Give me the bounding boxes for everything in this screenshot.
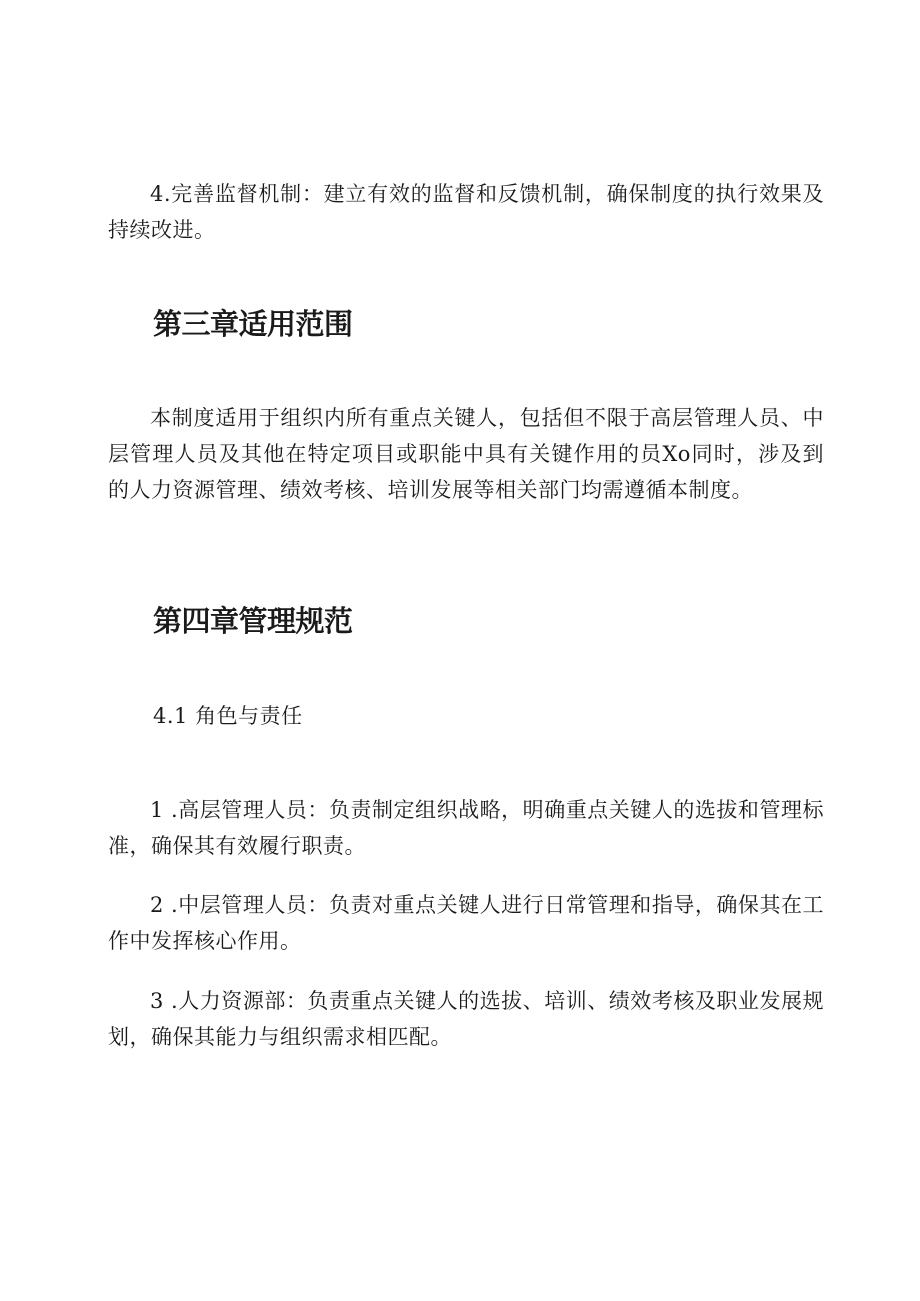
chapter-3-title: 第三章适用范围 (153, 307, 353, 341)
chapter-4-title: 第四章管理规范 (153, 604, 353, 638)
chapter-3-body: 本制度适用于组织内所有重点关键人，包括但不限于高层管理人员、中层管理人员及其他在特定项目或职能中具有关键作用的员Xo同时，涉及到的人力资源管理、绩效考核、培训发展等相关部门均需遵循本制度。 (108, 406, 824, 502)
list-item: 3 .人力资源部：负责重点关键人的选拔、培训、绩效考核及职业发展规划，确保其能力与组织需求相匹配。 (108, 989, 824, 1049)
list-item: 2 .中层管理人员：负责对重点关键人进行日常管理和指导，确保其在工作中发挥核心作用。 (108, 893, 824, 953)
section-4-1-title: 4.1 角色与责任 (153, 704, 303, 728)
item-4-paragraph: 4.完善监督机制：建立有效的监督和反馈机制，确保制度的执行效果及持续改进。 (108, 182, 824, 242)
list-item: 1 .高层管理人员：负责制定组织战略，明确重点关键人的选拔和管理标准，确保其有效履行职责。 (108, 798, 824, 858)
